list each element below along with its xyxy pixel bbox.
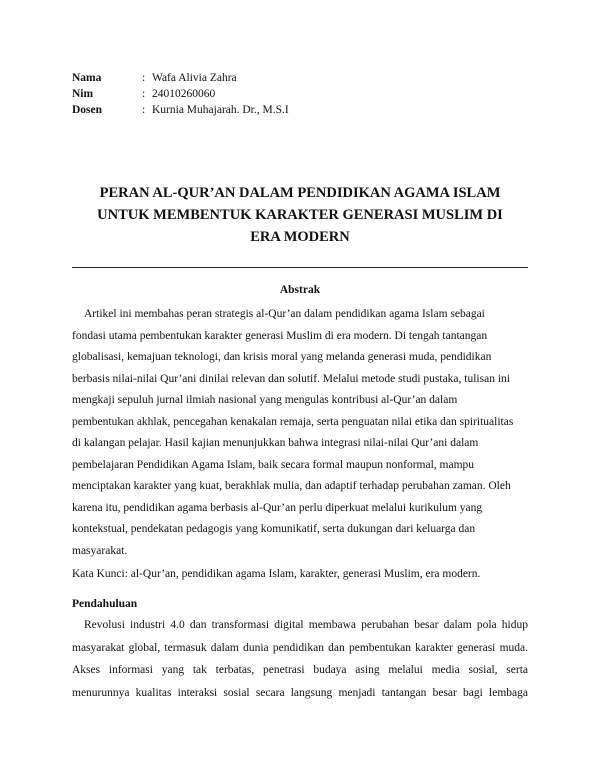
abstract-line: berbasis nilai-nilai Qur’ani dinilai relevan dan solutif. Melalui metode studi pustaka, tulisan ini bbox=[72, 372, 510, 385]
body-line: Akses informasi yang tak terbatas, penetrasi budaya asing melalui media sosial, serta bbox=[72, 664, 528, 676]
body-line: Revolusi industri 4.0 dan transformasi digital membawa perubahan besar dalam pola hidup bbox=[84, 619, 528, 631]
abstract-line: Artikel ini membahas peran strategis al-Qur’an dalam pendidikan agama Islam sebagai bbox=[84, 308, 485, 320]
keywords: Kata Kunci: al-Qur’an, pendidikan agama Islam, karakter, generasi Muslim, era modern. bbox=[72, 568, 481, 580]
meta-label: Nim bbox=[72, 88, 94, 100]
meta-value-nama: Wafa Alivia Zahra bbox=[152, 72, 237, 84]
meta-row-nama bbox=[72, 70, 289, 86]
meta-label: Nama bbox=[72, 72, 102, 84]
meta-row-nim bbox=[72, 86, 289, 102]
meta-separator: : bbox=[142, 104, 146, 116]
meta-label: Dosen bbox=[72, 104, 103, 116]
abstract-line: pembentukan akhlak, pencegahan kenakalan remaja, serta penguatan nilai etika dan spiritualitas bbox=[72, 415, 514, 428]
section-heading-pendahuluan: Pendahuluan bbox=[72, 598, 138, 610]
abstract-line: kontekstual, pendekatan pedagogis yang komunikatif, serta dukungan dari keluarga dan bbox=[72, 523, 476, 535]
meta-separator: : bbox=[142, 88, 146, 100]
title-line: ERA MODERN bbox=[250, 229, 350, 245]
meta-row-dosen bbox=[72, 102, 289, 118]
body-line: masyarakat global, termasuk dalam dunia pendidikan dan pembentukan karakter generasi muda. bbox=[72, 641, 528, 654]
pendahuluan-body bbox=[72, 614, 528, 704]
paper-title bbox=[72, 182, 528, 248]
meta-value-dosen: Kurnia Muhajarah. Dr., M.S.I bbox=[152, 104, 289, 116]
abstract-line: karena itu, pendidikan agama berbasis al-Qur’an perlu diperkuat melalui kurikulum yang bbox=[72, 501, 483, 514]
abstract-line: fondasi utama pembentukan karakter generasi Muslim di era modern. Di tengah tantangan bbox=[72, 329, 488, 342]
title-line: PERAN AL-QUR’AN DALAM PENDIDIKAN AGAMA ISLAM bbox=[99, 185, 501, 201]
abstract-line: masyarakat. bbox=[72, 544, 128, 557]
abstract-body bbox=[72, 304, 522, 562]
abstract-line: di kalangan pelajar. Hasil kajian menunjukkan bahwa integrasi nilai-nilai Qur’ani dalam bbox=[72, 437, 479, 449]
horizontal-rule bbox=[72, 267, 528, 268]
body-line: menurunnya kualitas interaksi sosial secara langsung menjadi tantangan besar bagi lembaga bbox=[72, 686, 528, 699]
abstract-heading: Abstrak bbox=[279, 284, 321, 296]
abstract-line: mengkaji sepuluh jurnal ilmiah nasional yang mengulas kontribusi al-Qur’an dalam bbox=[72, 394, 458, 406]
abstract-line: pembelajaran Pendidikan Agama Islam, baik secara formal maupun nonformal, mampu bbox=[72, 458, 475, 471]
abstract-line: menciptakan karakter yang kuat, berakhlak mulia, dan adaptif terhadap perubahan zaman. Oleh bbox=[72, 480, 511, 492]
title-line: UNTUK MEMBENTUK KARAKTER GENERASI MUSLIM DI bbox=[97, 207, 503, 223]
author-info bbox=[72, 70, 289, 118]
abstract-line: globalisasi, kemajuan teknologi, dan krisis moral yang melanda generasi muda, pendidikan bbox=[72, 351, 492, 363]
meta-separator: : bbox=[142, 72, 146, 84]
meta-value-nim: 24010260060 bbox=[152, 88, 216, 100]
